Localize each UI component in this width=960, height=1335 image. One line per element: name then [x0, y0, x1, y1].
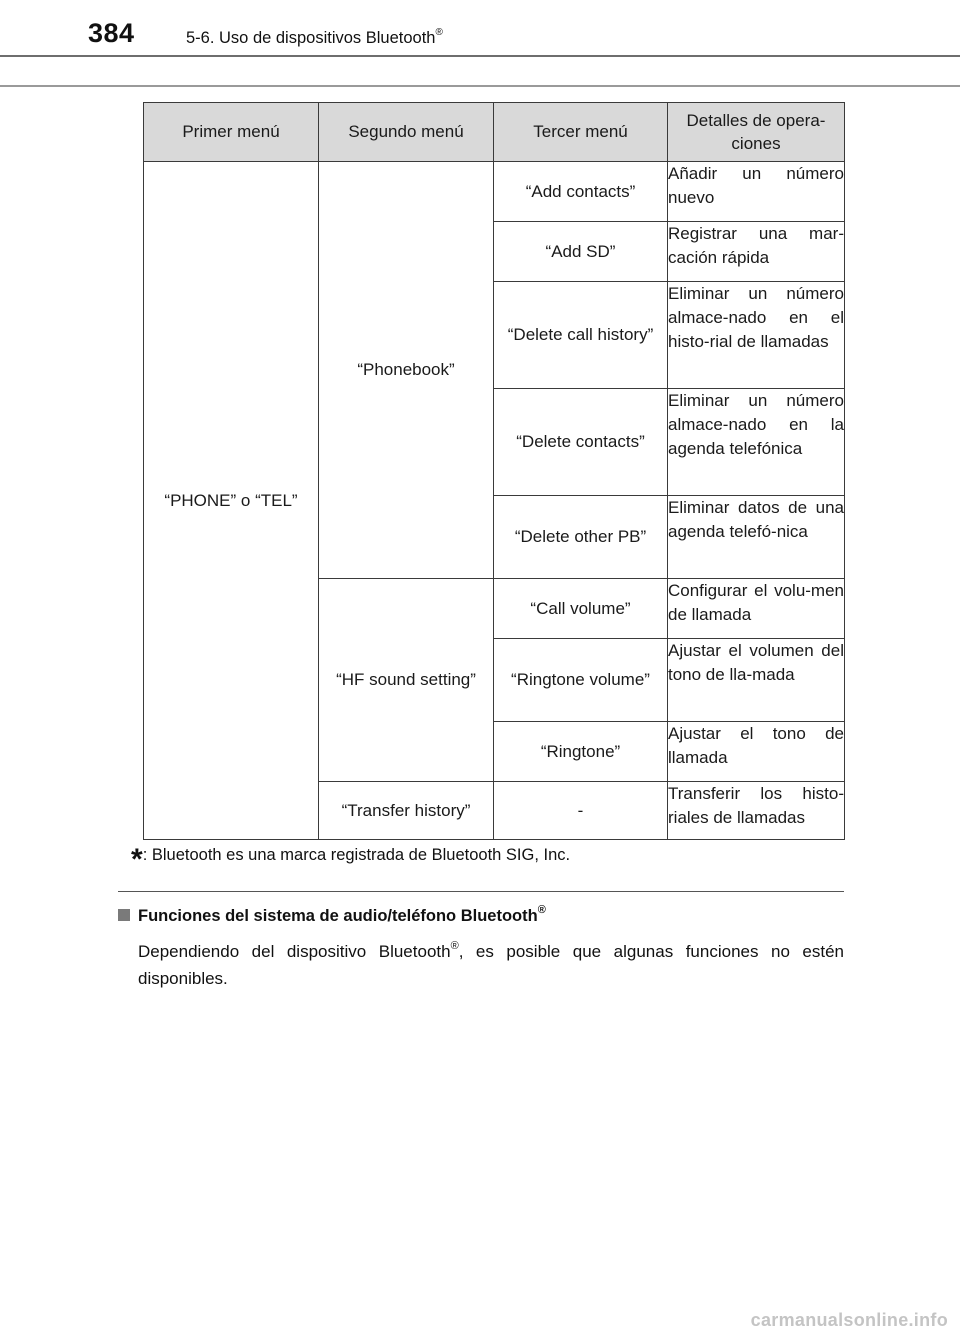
details-cell: Eliminar datos de una agenda telefó-nica	[668, 496, 845, 579]
third-menu-cell: “Add SD”	[494, 222, 668, 282]
section-title	[186, 27, 443, 48]
heading-registered-mark: ®	[537, 904, 546, 916]
details-cell: Eliminar un número almace-nado en la agenda telefónica	[668, 389, 845, 496]
section-heading-text: Funciones del sistema de audio/teléfono Bluetooth	[138, 907, 538, 925]
footnote	[131, 843, 571, 876]
table-row	[144, 162, 845, 222]
third-menu-cell: “Ringtone”	[494, 722, 668, 782]
third-menu-cell: “Delete other PB”	[494, 496, 668, 579]
square-bullet-icon	[118, 909, 130, 921]
column-header-first-menu: Primer menú	[144, 103, 319, 162]
third-menu-cell: “Add contacts”	[494, 162, 668, 222]
bluetooth-menu-table	[143, 102, 845, 840]
third-menu-cell: “Call volume”	[494, 579, 668, 639]
footnote-text: : Bluetooth es una marca registrada de Bluetooth SIG, Inc.	[142, 846, 571, 864]
section-body-part2: , es posible que algunas funciones no estén disponibles.	[138, 942, 844, 988]
details-cell: Añadir un número nuevo	[668, 162, 845, 222]
third-menu-cell: “Delete contacts”	[494, 389, 668, 496]
section-divider	[118, 891, 844, 892]
details-cell: Ajustar el tono de llamada	[668, 722, 845, 782]
section-heading	[118, 904, 546, 926]
second-menu-cell: “Phonebook”	[319, 162, 494, 579]
details-cell: Registrar una mar-cación rápida	[668, 222, 845, 282]
second-menu-cell: “Transfer history”	[319, 782, 494, 840]
first-menu-cell: “PHONE” o “TEL”	[144, 162, 319, 840]
footnote-asterisk: *	[131, 843, 143, 876]
details-cell: Transferir los histo-riales de llamadas	[668, 782, 845, 840]
column-header-second-menu: Segundo menú	[319, 103, 494, 162]
watermark: carmanualsonline.info	[750, 1310, 948, 1330]
header-divider-secondary	[0, 85, 960, 87]
table-header-row	[144, 103, 845, 162]
body-registered-mark: ®	[450, 940, 459, 952]
column-header-third-menu: Tercer menú	[494, 103, 668, 162]
page-number: 384	[88, 18, 135, 48]
third-menu-cell: -	[494, 782, 668, 840]
details-cell: Eliminar un número almace-nado en el histo-rial de llamadas	[668, 282, 845, 389]
column-header-details: Detalles de opera-ciones	[668, 103, 845, 162]
third-menu-cell: “Delete call history”	[494, 282, 668, 389]
header-divider	[0, 55, 960, 57]
second-menu-cell: “HF sound setting”	[319, 579, 494, 782]
details-cell: Configurar el volu-men de llamada	[668, 579, 845, 639]
third-menu-cell: “Ringtone volume”	[494, 639, 668, 722]
section-title-text: 5-6. Uso de dispositivos Bluetooth	[186, 29, 436, 47]
registered-mark: ®	[435, 27, 443, 38]
details-cell: Ajustar el volumen del tono de lla-mada	[668, 639, 845, 722]
section-body	[138, 933, 844, 992]
section-body-part1: Dependiendo del dispositivo Bluetooth	[138, 942, 451, 961]
